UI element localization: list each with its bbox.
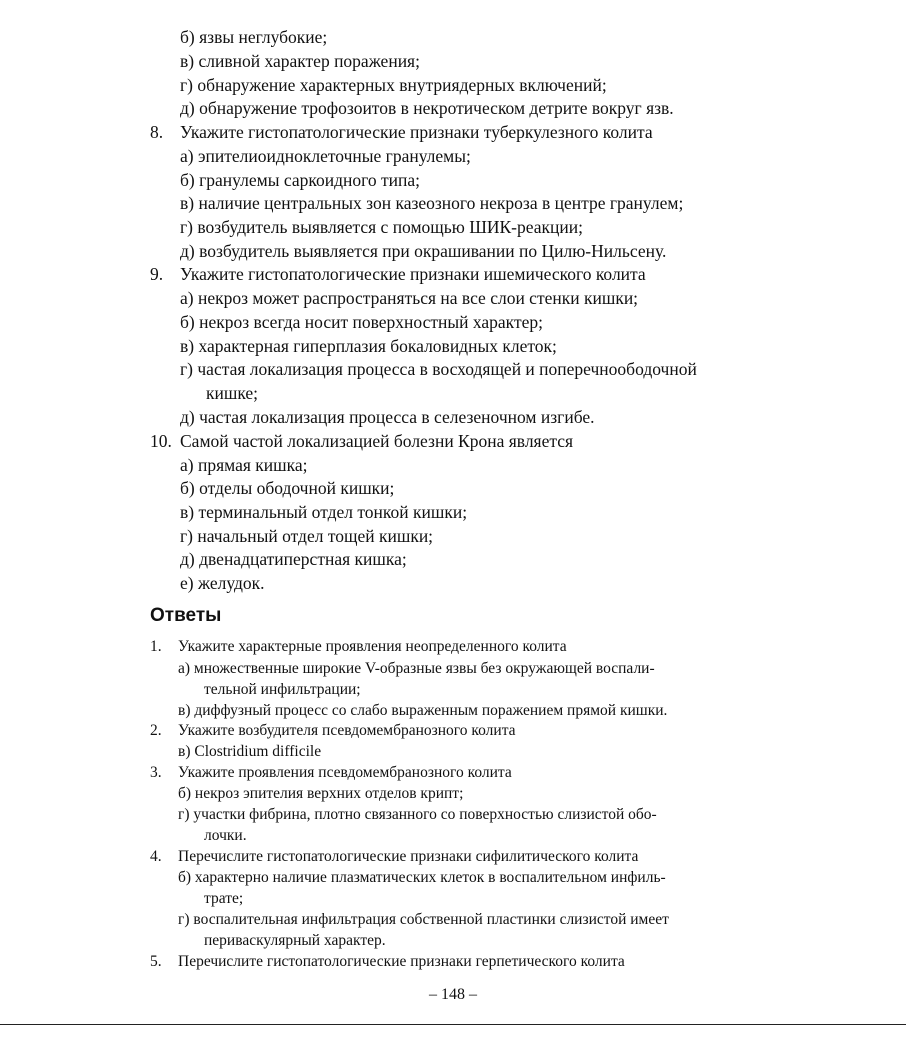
option-line: г) возбудитель выявляется с помощью ШИК-реакции;: [180, 217, 583, 237]
answer-question-text: Укажите характерные проявления неопределенного колита: [178, 638, 567, 655]
option-continuation: кишке;: [206, 383, 259, 403]
answer-number: 3.: [150, 764, 162, 781]
answer-2: [150, 721, 516, 741]
answer-continuation: трате;: [204, 890, 244, 907]
option-line: д) частая локализация процесса в селезеночном изгибе.: [180, 407, 595, 427]
bottom-rule: [0, 1024, 906, 1025]
answers-heading: Ответы: [150, 605, 222, 626]
answer-1: [150, 637, 567, 657]
answer-number: 4.: [150, 848, 162, 865]
answer-line: б) характерно наличие плазматических клеток в воспалительном инфиль-: [178, 869, 666, 886]
answer-line: г) воспалительная инфильтрация собственной пластинки слизистой имеет: [178, 911, 669, 928]
question-text: Самой частой локализацией болезни Крона является: [180, 431, 574, 451]
question-9: [150, 263, 646, 286]
option-line: б) некроз всегда носит поверхностный характер;: [180, 312, 543, 332]
option-line: б) гранулемы саркоидного типа;: [180, 170, 420, 190]
answer-question-text: Укажите возбудителя псевдомембранозного колита: [178, 722, 516, 739]
option-line: в) характерная гиперплазия бокаловидных клеток;: [180, 336, 557, 356]
option-line: д) двенадцатиперстная кишка;: [180, 549, 407, 569]
option-line: б) отделы ободочной кишки;: [180, 478, 395, 498]
answer-continuation: лочки.: [204, 827, 247, 844]
answer-question-text: Перечислите гистопатологические признаки сифилитического колита: [178, 848, 639, 865]
answer-continuation: тельной инфильтрации;: [204, 681, 361, 698]
answer-question-text: Перечислите гистопатологические признаки герпетического колита: [178, 953, 625, 970]
page-number: – 148 –: [429, 986, 477, 1003]
option-line: г) обнаружение характерных внутриядерных включений;: [180, 75, 607, 95]
answer-3: [150, 763, 512, 783]
answer-number: 5.: [150, 953, 162, 970]
option-line: в) терминальный отдел тонкой кишки;: [180, 502, 468, 522]
option-line: в) сливной характер поражения;: [180, 51, 420, 71]
answer-line: а) множественные широкие V-образные язвы без окружающей воспали-: [178, 660, 655, 677]
option-line: б) язвы неглубокие;: [180, 27, 328, 47]
question-text: Укажите гистопатологические признаки туберкулезного колита: [180, 122, 653, 142]
answer-continuation: периваскулярный характер.: [204, 932, 386, 949]
option-line: а) прямая кишка;: [180, 455, 308, 475]
answer-line: б) некроз эпителия верхних отделов крипт;: [178, 785, 464, 802]
question-8: [150, 121, 653, 144]
option-line: а) некроз может распространяться на все слои стенки кишки;: [180, 288, 639, 308]
option-line: в) наличие центральных зон казеозного некроза в центре гранулем;: [180, 193, 684, 213]
answer-line: в) диффузный процесс со слабо выраженным поражением прямой кишки.: [178, 702, 668, 719]
option-line: г) частая локализация процесса в восходящей и поперечноободочной: [180, 359, 697, 379]
option-line: д) возбудитель выявляется при окрашивании по Цилю-Нильсену.: [180, 241, 667, 261]
question-number: 10.: [150, 431, 172, 451]
answer-5: [150, 952, 625, 972]
option-line: д) обнаружение трофозоитов в некротическом детрите вокруг язв.: [180, 98, 674, 118]
question-number: 8.: [150, 122, 164, 142]
answer-line: в) Clostridium difficile: [178, 743, 322, 760]
question-10: [150, 430, 573, 453]
question-text: Укажите гистопатологические признаки ишемического колита: [180, 264, 646, 284]
answer-question-text: Укажите проявления псевдомембранозного колита: [178, 764, 512, 781]
answer-line: г) участки фибрина, плотно связанного со поверхностью слизистой обо-: [178, 806, 657, 823]
question-number: 9.: [150, 264, 164, 284]
option-line: г) начальный отдел тощей кишки;: [180, 526, 434, 546]
answer-number: 1.: [150, 638, 162, 655]
answer-number: 2.: [150, 722, 162, 739]
option-line: е) желудок.: [180, 573, 265, 593]
option-line: а) эпителиоидноклеточные гранулемы;: [180, 146, 471, 166]
answer-4: [150, 847, 638, 867]
